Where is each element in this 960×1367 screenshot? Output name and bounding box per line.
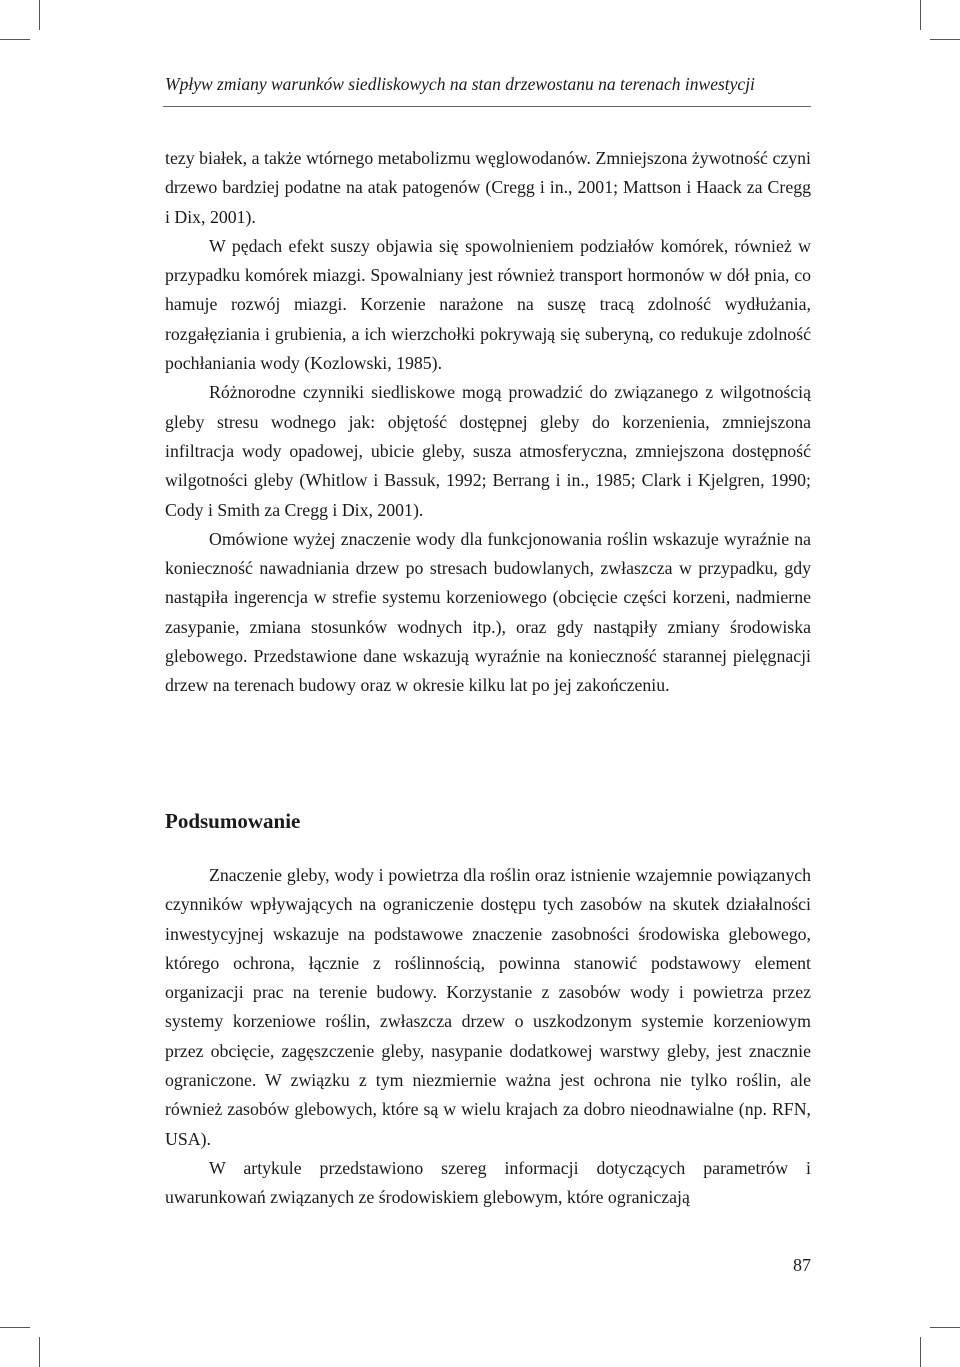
crop-mark-top-left-vertical xyxy=(39,0,40,30)
paragraph-water-importance: Omówione wyżej znaczenie wody dla funkcjonowania roślin wskazuje wyraźnie na konieczność nawadniania drzew po stresach budowlanych, zwłaszcza w przypadku, gdy nastąpiła ingerencja w strefie systemu korzeniowego (obcięcie części korzeni, nadmierne zasypanie, zmiana stosunków wodnych itp.), oraz gdy nastąpiły zmiany środowiska glebowego. Przedstawione dane wskazują wyraźnie na konieczność starannej pielęgnacji drzew na terenach budowy oraz w okresie kilku lat po jej zakończeniu. xyxy=(165,528,811,696)
paragraph-summary: Znaczenie gleby, wody i powietrza dla roślin oraz istnienie wzajemnie powiązanych czynników wpływających na ograniczenie dostępu tych zasobów na skutek działalności inwestycyjnej wskazuje na podstawowe znaczenie zasobności środowiska glebowego, którego ochrona, łącznie z roślinnością, powinna stanowić podstawowy element organizacji prac na terenie budowy. Korzystanie z zasobów wody i powietrza przez systemy korzeniowe roślin, zwłaszcza drzew o uszkodzonym systemie korzeniowym przez obcięcie, zagęszczenie gleby, nasypanie dodatkowej warstwy gleby, jest znacznie ograniczone. W związku z tym niezmiernie ważna jest ochrona nie tylko roślin, ale również zasobów glebowych, które są w wielu krajach za dobro nieodnawialne (np. RFN, USA). xyxy=(165,865,811,1149)
page-number: 87 xyxy=(793,1255,811,1275)
header-rule xyxy=(163,106,811,107)
crop-mark-bottom-left-horizontal xyxy=(0,1327,30,1328)
paragraph-article-info: W artykule przedstawiono szereg informacji dotyczących parametrów i uwarunkowań związanych ze środowiskiem glebowym, które ograniczają xyxy=(165,1157,811,1208)
crop-mark-bottom-right-vertical xyxy=(920,1337,921,1367)
paragraph-site-factors: Różnorodne czynniki siedliskowe mogą prowadzić do związanego z wilgotnością gleby stresu wodnego jak: objętość dostępnej gleby do korzenienia, zmniejszona infiltracja wody opadowej, ubicie gleby, susza atmosferyczna, zmniejszona dostępność wilgotności gleby (Whitlow i Bassuk, 1992; Berrang i in., 1985; Clark i Kjelgren, 1990; Cody i Smith za Cregg i Dix, 2001). xyxy=(165,382,811,520)
crop-mark-top-left-horizontal xyxy=(0,39,30,40)
body-text-bottom xyxy=(165,861,811,1213)
crop-mark-top-right-vertical xyxy=(920,0,921,30)
paragraph-continuation: tezy białek, a także wtórnego metabolizmu węglowodanów. Zmniejszona żywotność czyni drzewo bardziej podatne na atak patogenów (Cregg i in., 2001; Mattson i Haack za Cregg i Dix, 2001). xyxy=(165,148,811,227)
crop-mark-bottom-left-vertical xyxy=(39,1337,40,1367)
body-text-top xyxy=(165,144,811,701)
crop-mark-bottom-right-horizontal xyxy=(930,1327,960,1328)
running-header: Wpływ zmiany warunków siedliskowych na stan drzewostanu na terenach inwestycji xyxy=(165,74,755,94)
crop-mark-top-right-horizontal xyxy=(930,39,960,40)
paragraph-drought-shoots: W pędach efekt suszy objawia się spowolnieniem podziałów komórek, również w przypadku komórek miazgi. Spowalniany jest również transport hormonów w dół pnia, co hamuje rozwój miazgi. Korzenie narażone na suszę tracą zdolność wydłużania, rozgałęziania i grubienia, a ich wierzchołki pokrywają się suberyną, co redukuje zdolność pochłaniania wody (Kozlowski, 1985). xyxy=(165,235,811,374)
section-heading: Podsumowanie xyxy=(165,809,301,833)
